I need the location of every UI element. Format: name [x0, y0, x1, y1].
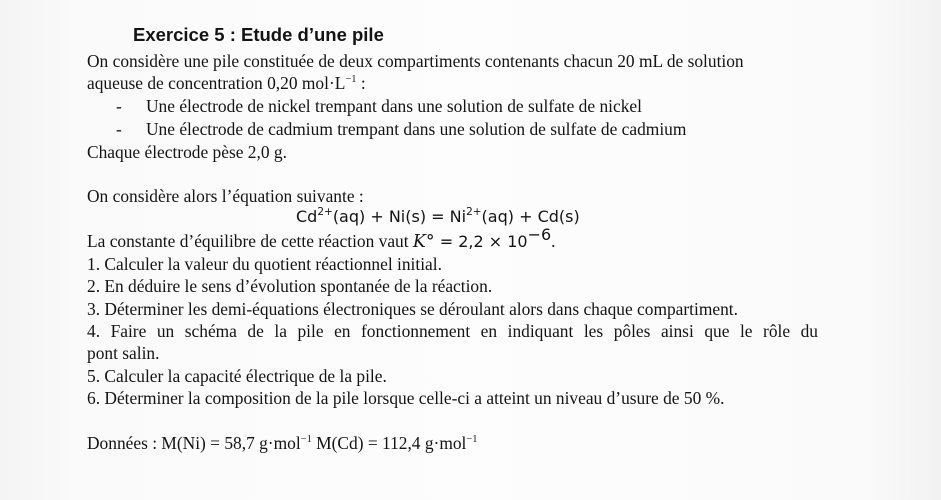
bullet-text: Une électrode de cadmium trempant dans une solution de sulfate de cadmium	[146, 119, 687, 139]
constant-text: La constante d’équilibre de cette réaction vaut	[87, 231, 413, 251]
electrode-mass-line: Chaque électrode pèse 2,0 g.	[87, 142, 287, 162]
intro-colon: :	[356, 73, 366, 93]
exercise-title: Exercice 5 : Etude d’une pile	[133, 24, 384, 45]
constant-exponent: −6	[527, 225, 552, 244]
intro-line-2	[87, 72, 366, 94]
data-label: Données :	[87, 433, 162, 453]
constant-symbol: K°	[412, 232, 435, 252]
question-3: 3. Déterminer les demi-équations électroniques se déroulant alors dans chaque compartiment.	[87, 299, 738, 319]
nickel-molar-mass: M(Ni) = 58,7 g·mol	[161, 433, 301, 453]
molar-mass-data	[87, 432, 478, 454]
nickel-charge: 2+	[466, 206, 482, 218]
bullet-text: Une électrode de nickel trempant dans une solution de sulfate de nickel	[146, 96, 642, 116]
concentration-text: aqueuse de concentration 0,20 mol·L	[87, 73, 346, 93]
question-2: 2. En déduire le sens d’évolution spontanée de la réaction.	[87, 276, 493, 296]
cadmium-molar-mass: M(Cd) = 112,4 g·mol	[311, 433, 467, 453]
equilibrium-constant-line	[87, 225, 556, 253]
nickel-unit-exponent: −1	[300, 434, 312, 445]
cadmium-unit-exponent: −1	[466, 434, 478, 445]
equation-intro: On considère alors l’équation suivante :	[87, 186, 364, 206]
question-6: 6. Déterminer la composition de la pile lorsque celle-ci a atteint un niveau d’usure de 50 %.	[87, 388, 725, 408]
equation-middle: (aq) + Ni(s) = Ni	[332, 207, 467, 226]
bullet-item-cadmium	[116, 118, 686, 140]
cadmium-ion: Cd	[296, 207, 318, 226]
question-1: 1. Calculer la valeur du quotient réactionnel initial.	[87, 254, 442, 274]
cadmium-charge: 2+	[317, 206, 333, 218]
question-5: 5. Calculer la capacité électrique de la pile.	[87, 366, 387, 386]
equation-end: (aq) + Cd(s)	[481, 207, 580, 226]
intro-line-1: On considère une pile constituée de deux compartiments contenants chacun 20 mL de solution	[87, 51, 744, 71]
question-4-line-1: 4. Faire un schéma de la pile en fonctionnement en indiquant les pôles ainsi que le rôle du	[87, 321, 818, 341]
question-4-line-2: pont salin.	[87, 343, 160, 363]
constant-value: = 2,2 × 10	[434, 232, 528, 251]
bullet-dash: -	[116, 96, 122, 116]
concentration-exponent: −1	[345, 74, 357, 85]
bullet-item-nickel	[116, 95, 642, 117]
bullet-dash: -	[116, 119, 122, 139]
constant-period: .	[551, 231, 556, 251]
